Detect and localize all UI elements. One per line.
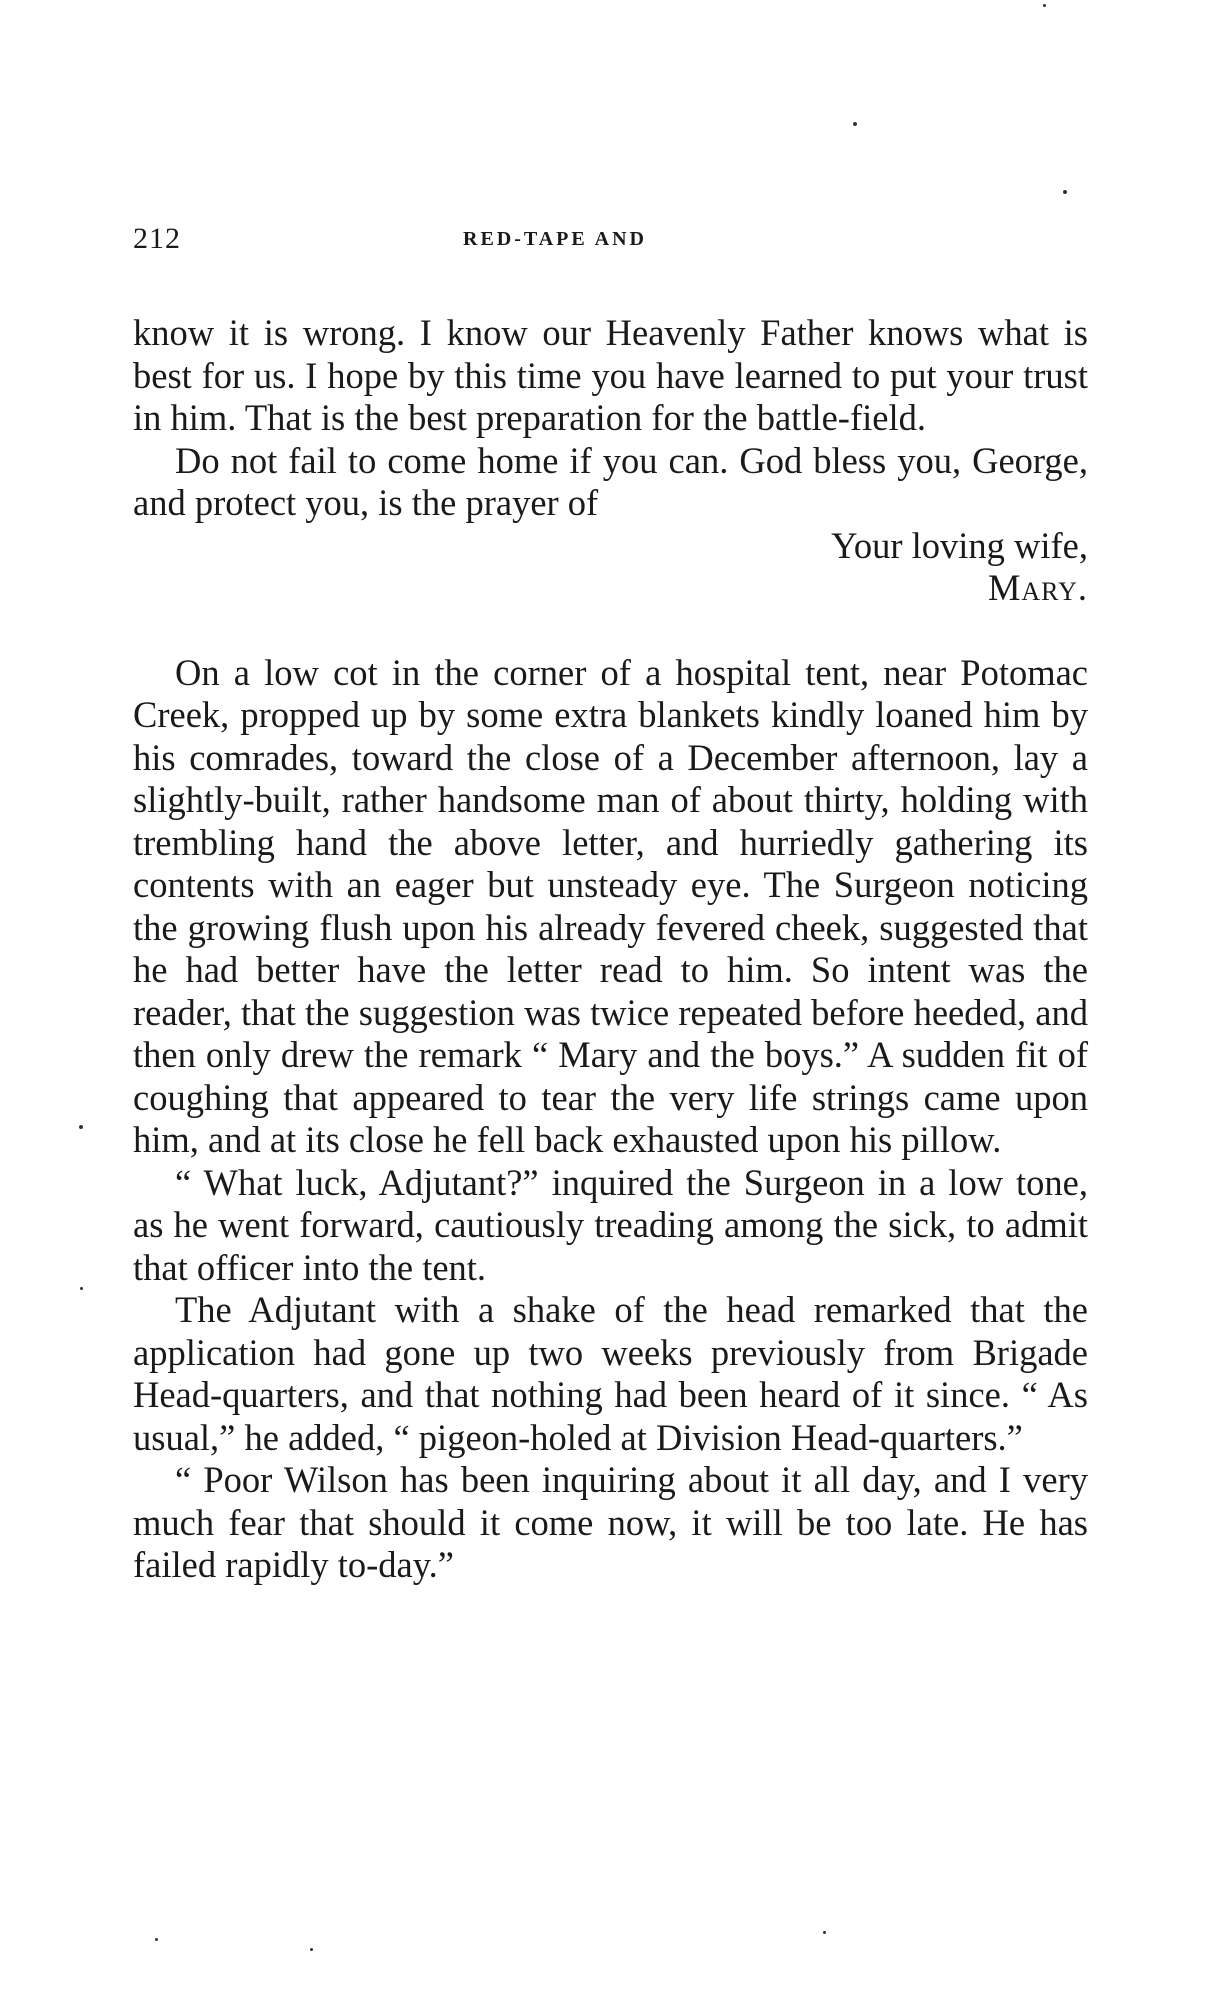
scan-speck [310,1948,313,1951]
section-break [133,610,1088,652]
scan-speck [853,122,857,126]
scan-speck [823,1931,826,1934]
running-head: RED-TAPE AND [463,228,647,250]
scan-speck [1063,190,1067,194]
scan-speck [1043,4,1046,7]
narrative-paragraph: “ Poor Wilson has been inquiring about it all day, and I very much fear that should it come now, it will be too late. He has failed rapidly to-day.” [133,1459,1088,1585]
letter-paragraph: know it is wrong. I know our Heavenly Father knows what is best for us. I hope by this time you have learned to put your trust in him. That is the best preparation for the battle-field. [133,312,1088,438]
narrative-paragraph: “ What luck, Adjutant?” inquired the Surgeon in a low tone, as he went forward, cautiously treading among the sick, to admit that officer into the tent. [133,1161,1088,1288]
page-header [133,222,1088,262]
letter-paragraph: Do not fail to come home if you can. God bless you, George, and protect you, is the prayer of [133,439,1088,523]
scan-speck [80,1287,83,1290]
letter-closing: Your loving wife, [831,524,1088,566]
page-number: 212 [133,222,181,255]
page-body [133,312,1088,1587]
narrative-paragraph: The Adjutant with a shake of the head remarked that the application had gone up two weeks previously from Brigade Head-quarters, and that nothing had been heard of it since. “ As usual,” he added, “ pigeon-holed at Division Head-quarters.” [133,1289,1088,1458]
scan-speck [79,1125,83,1129]
scan-speck [155,1938,158,1941]
narrative-paragraph: On a low cot in the corner of a hospital tent, near Potomac Creek, propped up by some extra blankets kindly loaned him by his comrades, toward the close of a December afternoon, lay a slightly-built, rather handsome man of about thirty, holding with trembling hand the above letter, and hurriedly gathering its contents with an eager but unsteady eye. The Surgeon noticing the growing flush upon his already fevered cheek, suggested that he had better have the letter read to him. So intent was the reader, that the suggestion was twice repeated before heeded, and then only drew the remark “ Mary and the boys.” A sudden fit of coughing that appeared to tear the very life strings came upon him, and at its close he fell back exhausted upon his pillow. [133,651,1088,1160]
letter-signature: Mary. [987,567,1088,608]
